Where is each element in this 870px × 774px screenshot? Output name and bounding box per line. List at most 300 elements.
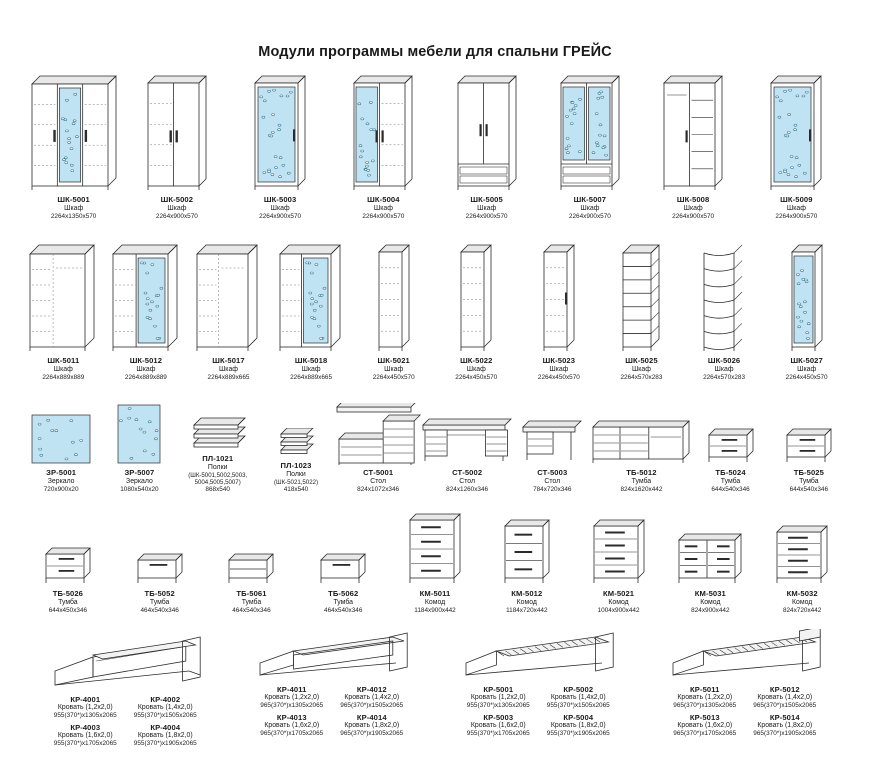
product-caption [259,196,301,221]
product-code: КМ-5011 [419,588,451,598]
product-code: СТ-5002 [452,468,483,478]
product-dimensions: 464х540х346 [232,607,271,615]
product-dimensions: 2264х450х570 [372,373,415,381]
bed-kind: Кровать (1,8х2,0) [550,721,606,729]
bed-kind: Кровать (1,2х2,0) [470,693,526,701]
product-illustration [28,74,120,192]
product-cell[interactable] [435,74,538,221]
product-kind: Комод [791,598,813,606]
product-dimensions: 2264х900х570 [568,213,611,221]
bed-kind: Кровать (1,4х2,0) [344,693,400,701]
product-code: ШК-5011 [47,355,80,365]
product-caption [156,196,198,221]
product-cell[interactable] [179,417,257,494]
product-code: ШК-5002 [160,195,194,204]
product-kind: Шкаф [167,204,187,212]
bed-dimensions: 955(370*)х1705х2065 [53,740,117,748]
product-kind: Комод [424,598,446,606]
product-illustration [454,74,520,192]
bed-code: КР-4013 [276,712,307,722]
bed-dimensions: 955(370*)х1305х2065 [53,711,117,719]
product-cell[interactable] [691,423,769,494]
bed-code: КР-5001 [483,684,514,694]
product-cell[interactable] [100,403,178,494]
product-illustration [557,74,623,192]
product-cell[interactable] [664,530,756,615]
product-code: ШК-5027 [790,355,823,365]
product-caption [140,590,178,615]
product-kind: Зеркало [47,478,75,486]
product-code: ЗР-5001 [46,468,77,478]
product-code: СТ-5001 [363,468,394,478]
product-kind: Стол [370,478,386,486]
product-dimensions: 824х1072х346 [357,486,400,494]
product-illustration [134,548,186,586]
product-caption [790,469,828,494]
product-caption [44,469,79,494]
product-cell[interactable] [770,423,848,494]
product-illustration [773,522,831,586]
product-kind: Тумба [333,598,353,606]
product-cell[interactable] [297,548,389,615]
product-code: ТБ-5012 [626,468,657,478]
bed-group[interactable] [22,629,229,748]
bed-variant[interactable] [45,695,125,720]
product-illustration [767,74,825,192]
product-code: ТБ-5025 [793,468,824,478]
bed-kind: Кровать (1,4х2,0) [550,693,606,701]
product-caption [786,357,828,382]
product-kind: Шкаф [136,365,156,373]
product-caption [620,469,662,494]
product-dimensions: 2264х450х570 [785,373,828,381]
bed-code: КР-4004 [150,722,181,732]
bed-illustration [45,629,205,691]
product-caption [569,196,611,221]
page-title: Модули программы мебели для спальни ГРЕЙС [258,44,612,60]
product-kind: Шкаф [466,365,486,373]
product-dimensions: 1184х900х442 [414,607,456,615]
product-illustration [109,243,183,353]
product-kind: Шкаф [714,365,734,373]
product-dimensions: 824х1260х346 [446,486,489,494]
product-caption [414,590,455,615]
bed-code: КР-4014 [356,712,387,722]
product-cell[interactable] [642,74,745,221]
product-dimensions: 464х540х346 [324,607,363,615]
product-cell[interactable] [538,74,641,221]
product-dimensions: 2264х900х570 [465,213,508,221]
product-cell[interactable] [125,74,228,221]
bed-variant[interactable] [458,685,538,710]
product-illustration [116,403,162,465]
product-code: ТБ-5062 [328,588,359,598]
product-kind: Комод [700,598,721,606]
bed-dimensions: 965(370*)х1705х2065 [260,730,324,738]
product-kind: Тумба [149,598,170,606]
product-cell[interactable] [421,415,513,494]
bed-variant[interactable] [252,685,332,710]
product-kind: Полки [286,471,306,479]
bed-code: КР-5003 [483,712,514,722]
product-illustration [30,413,92,465]
bed-variant[interactable] [538,685,618,710]
bed-illustration [252,629,412,681]
product-code: ТБ-5061 [236,588,267,598]
bed-group[interactable] [435,629,642,738]
product-caption [703,357,745,382]
bed-group[interactable] [642,629,849,738]
product-illustration [619,243,663,353]
product-caption [208,357,250,382]
bed-dimensions: 965(370*)х1905х2065 [753,730,817,738]
bed-kind: Кровать (1,8х2,0) [344,721,400,729]
product-dimensions: 418х540 [283,486,309,494]
product-kind: Комод [516,598,537,606]
product-caption [455,357,497,382]
product-code: КМ-5021 [603,588,635,598]
product-illustration [660,74,726,192]
product-code: ШК-5004 [367,195,400,204]
product-illustration [591,419,691,465]
product-caption [538,357,580,382]
product-kind: Шкаф [477,204,497,212]
product-cell[interactable] [270,243,353,382]
product-kind: Шкаф [786,204,806,212]
product-cell[interactable] [257,428,335,494]
product-illustration [675,530,745,586]
product-cell[interactable] [105,243,188,382]
product-dimensions: 2264х889х665 [290,373,333,381]
product-cell[interactable] [435,243,518,382]
product-kind: Тумба [799,478,819,486]
bed-variant-row [665,713,825,738]
product-cell[interactable] [600,243,683,382]
product-cell[interactable] [332,74,435,221]
product-caption [188,455,247,494]
product-illustration [789,243,825,353]
bed-dimensions: 965(370*)х1905х2065 [340,730,404,738]
product-dimensions: 1080х540х20 [120,486,159,494]
product-illustration [317,548,369,586]
product-kind: Шкаф [64,204,84,212]
row-wardrobes-2 [0,243,870,382]
product-dimensions: 2264х570х283 [620,373,663,381]
product-dimensions: 824х1620х442 [620,486,663,494]
bed-variant-row [252,713,412,738]
product-dimensions: 2264х900х570 [155,213,198,221]
bed-variant[interactable] [45,723,125,748]
product-code: ШК-5026 [707,355,741,365]
product-kind: Шкаф [549,365,569,373]
bed-kind: Кровать (1,8х2,0) [137,731,193,739]
product-cell[interactable] [22,74,125,221]
bed-dimensions: 965(370*)х1305х2065 [260,701,324,709]
bed-code: КР-5014 [769,712,800,722]
product-illustration [144,74,210,192]
bed-dimensions: 955(370*)х1505х2065 [133,711,197,719]
product-illustration [350,74,416,192]
product-kind: Шкаф [384,365,404,373]
product-note: (ШК-5001,5002,5003, 5004,5005,5007) [188,472,248,487]
product-illustration [590,516,648,586]
product-caption [466,196,508,221]
bed-illustration [458,629,618,681]
product-code: ШК-5017 [212,355,245,365]
product-dimensions: 644х540х346 [789,486,829,494]
bed-variant-row [458,685,618,710]
product-caption [120,469,158,494]
bed-code: КР-4011 [277,684,307,694]
product-illustration [521,415,583,465]
product-code: ШК-5001 [57,195,90,204]
product-code: ШК-5025 [625,355,658,365]
bed-group[interactable] [229,629,436,738]
product-kind: Шкаф [797,365,817,373]
bed-code: КР-5011 [690,684,720,694]
product-kind: Шкаф [270,204,290,212]
bed-variant[interactable] [538,713,618,738]
bed-kind: Кровать (1,4х2,0) [757,693,813,701]
product-code: ШК-5018 [294,355,328,365]
bed-variant[interactable] [745,685,825,710]
product-cell[interactable] [389,510,481,615]
bed-illustration [665,629,825,681]
product-illustration [783,423,835,465]
product-caption [446,469,488,494]
product-dimensions: 824х900х442 [691,607,730,615]
product-cell[interactable] [591,419,691,494]
product-code: ШК-5008 [676,195,710,204]
product-illustration [251,74,309,192]
product-code: ТБ-5052 [144,588,175,598]
product-dimensions: 2264х900х570 [362,213,405,221]
bed-code: КР-5013 [689,712,720,722]
product-cell[interactable] [683,243,766,382]
product-code: ПЛ-1021 [202,453,234,463]
bed-kind: Кровать (1,6х2,0) [57,731,113,739]
product-cell[interactable] [765,243,848,382]
product-dimensions: 2264х900х570 [259,213,302,221]
row-nightstands-commodes [0,510,870,615]
bed-variant-row [45,695,205,720]
product-dimensions: 464х540х346 [140,607,179,615]
product-dimensions: 2264х889х889 [124,373,167,381]
product-dimensions: 2264х889х665 [207,373,250,381]
product-cell[interactable] [573,516,665,615]
bed-dimensions: 955(370*)х1705х2065 [466,730,530,738]
bed-variant-row [458,713,618,738]
product-kind: Шкаф [631,365,651,373]
product-code: ШК-5003 [263,195,297,204]
product-illustration [406,510,464,586]
bed-dimensions: 955(370*)х1305х2065 [466,701,530,709]
bed-code: КР-5012 [769,684,800,694]
row-mirrors-tables [0,403,870,494]
product-illustration [700,243,748,353]
product-code: ШК-5012 [129,355,163,365]
product-kind: Тумба [58,598,78,606]
product-illustration [335,403,421,465]
bed-dimensions: 955(370*)х1905х2065 [546,730,610,738]
product-cell[interactable] [745,74,848,221]
bed-variant[interactable] [745,713,825,738]
product-kind: Полки [207,463,228,471]
product-caption [125,357,167,382]
bed-code: КР-4003 [70,722,101,732]
product-caption [232,590,270,615]
product-caption [290,357,332,382]
product-kind: Шкаф [301,365,321,373]
product-caption [691,590,729,615]
product-illustration [376,243,412,353]
product-kind: Тумба [631,478,652,486]
product-cell[interactable] [481,516,573,615]
product-illustration [421,415,513,465]
product-caption [51,196,97,221]
bed-kind: Кровать (1,2х2,0) [57,703,113,711]
product-illustration [705,423,757,465]
product-caption [357,469,399,494]
bed-kind: Кровать (1,2х2,0) [264,693,320,701]
product-cell[interactable] [114,548,206,615]
product-kind: Зеркало [126,478,153,486]
bed-variant[interactable] [665,713,745,738]
product-cell[interactable] [229,74,332,221]
product-code: ШК-5009 [780,195,813,204]
product-dimensions: 2264х889х889 [42,373,85,381]
product-caption [42,357,84,382]
row-wardrobes-1 [0,74,870,221]
product-caption [506,590,547,615]
product-caption [49,590,87,615]
bed-code: КР-4001 [70,694,101,704]
product-caption [672,196,714,221]
bed-variant[interactable] [125,723,205,748]
product-dimensions: 2264х900х570 [672,213,715,221]
product-kind: Шкаф [53,365,73,373]
product-cell[interactable] [756,522,848,615]
product-illustration [188,417,248,451]
product-cell[interactable] [335,403,421,494]
product-caption [598,590,640,615]
product-dimensions: 2264х900х570 [775,213,818,221]
bed-code: КР-5002 [563,684,594,694]
product-cell[interactable] [352,243,435,382]
product-caption [324,590,362,615]
product-caption [362,196,404,221]
bed-kind: Кровать (1,8х2,0) [757,721,813,729]
bed-code: КР-4012 [356,684,387,694]
bed-dimensions: 965(370*)х1705х2065 [673,730,737,738]
bed-kind: Кровать (1,4х2,0) [137,703,193,711]
bed-dimensions: 965(370*)х1305х2065 [673,701,737,709]
product-cell[interactable] [206,548,298,615]
product-code: ШК-5021 [377,355,410,365]
product-illustration [193,243,263,353]
product-cell[interactable] [22,542,114,615]
product-cell[interactable] [22,413,100,494]
product-code: ПЛ-1023 [280,461,312,471]
product-code: ТБ-5026 [52,588,83,598]
bed-kind: Кровать (1,2х2,0) [677,693,733,701]
row-beds [0,629,870,748]
bed-dimensions: 955(370*)х1505х2065 [546,701,610,709]
product-kind: Стол [459,478,475,486]
bed-variant[interactable] [665,685,745,710]
product-kind: Тумба [241,598,262,606]
product-dimensions: 644х450х346 [48,607,88,615]
product-code: ТБ-5024 [715,468,746,478]
product-caption [783,590,821,615]
bed-code: КР-5004 [563,712,594,722]
product-dimensions: 2264х1350х570 [50,213,97,221]
bed-kind: Кровать (1,6х2,0) [677,721,733,729]
product-kind: Комод [608,598,629,606]
product-illustration [276,428,316,458]
product-illustration [501,516,553,586]
product-caption [373,357,415,382]
product-cell[interactable] [513,415,591,494]
product-kind: Стол [544,478,561,486]
product-code: КМ-5031 [694,588,726,598]
bed-variant-row [45,723,205,748]
product-cell[interactable] [22,243,105,382]
bed-variant[interactable] [125,695,205,720]
product-kind: Тумба [720,478,741,486]
product-caption [620,357,662,382]
bed-variant[interactable] [332,685,412,710]
product-code: ШК-5022 [460,355,493,365]
product-caption [274,462,318,494]
bed-variant[interactable] [458,713,538,738]
bed-kind: Кровать (1,6х2,0) [470,721,526,729]
product-caption [711,469,749,494]
product-illustration [276,243,346,353]
product-dimensions: 1004х900х442 [597,607,640,615]
product-dimensions: 824х720х442 [782,607,822,615]
product-code: ШК-5007 [573,195,607,204]
bed-dimensions: 965(370*)х1505х2065 [340,701,404,709]
product-dimensions: 2264х570х283 [703,373,746,381]
product-illustration [26,243,100,353]
product-code: ШК-5005 [470,195,503,204]
product-cell[interactable] [518,243,601,382]
bed-variant[interactable] [332,713,412,738]
product-dimensions: 2264х450х570 [455,373,498,381]
product-code: ШК-5023 [542,355,576,365]
bed-code: КР-4002 [150,694,181,704]
product-kind: Шкаф [683,204,703,212]
bed-dimensions: 965(370*)х1505х2065 [753,701,817,709]
product-code: ЗР-5007 [124,468,155,478]
product-kind: Шкаф [580,204,600,212]
product-illustration [541,243,577,353]
bed-dimensions: 955(370*)х1905х2065 [133,740,197,748]
product-code: СТ-5003 [537,468,568,478]
product-illustration [42,542,94,586]
product-dimensions: 784х720х346 [533,486,572,494]
product-kind: Шкаф [218,365,238,373]
bed-variant-row [252,685,412,710]
product-illustration [458,243,494,353]
product-code: КМ-5032 [786,588,818,598]
product-code: КМ-5012 [511,588,543,598]
bed-variant[interactable] [252,713,332,738]
product-note: (ШК-5021,5022) [273,479,318,487]
product-dimensions: 720х900х20 [43,486,79,494]
product-cell[interactable] [187,243,270,382]
